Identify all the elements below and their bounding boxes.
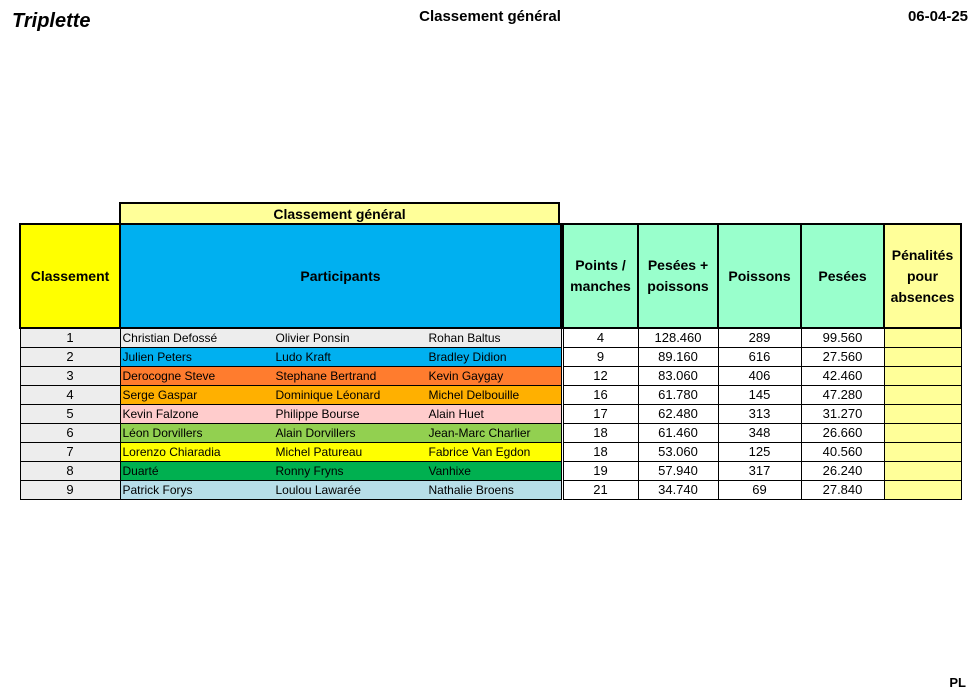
header-rank: Classement xyxy=(20,224,120,328)
rank-cell: 9 xyxy=(20,480,120,499)
rank-cell: 5 xyxy=(20,404,120,423)
pesees-cell: 27.840 xyxy=(801,480,884,499)
points-cell: 9 xyxy=(563,347,638,366)
pesees-poissons-cell: 53.060 xyxy=(638,442,718,461)
participant-3: Kevin Gaygay xyxy=(428,368,504,383)
participant-2: Alain Dorvillers xyxy=(275,425,356,440)
rank-cell: 8 xyxy=(20,461,120,480)
penalites-cell xyxy=(884,423,961,442)
penalites-cell xyxy=(884,366,961,385)
participants-cell xyxy=(120,461,561,480)
pesees-cell: 26.660 xyxy=(801,423,884,442)
header-pesees-poissons: Pesées + poissons xyxy=(638,224,718,328)
participant-2: Ronny Fryns xyxy=(275,463,344,478)
participants-cell xyxy=(120,423,561,442)
header-poissons: Poissons xyxy=(718,224,801,328)
header-row xyxy=(20,224,961,328)
pesees-cell: 99.560 xyxy=(801,328,884,347)
table-row xyxy=(20,442,961,461)
table-row xyxy=(20,366,961,385)
poissons-cell: 406 xyxy=(718,366,801,385)
pesees-poissons-cell: 89.160 xyxy=(638,347,718,366)
footer-initials: PL xyxy=(949,675,966,690)
points-cell: 16 xyxy=(563,385,638,404)
participant-2: Olivier Ponsin xyxy=(275,331,350,345)
competition-type: Triplette xyxy=(12,10,91,32)
poissons-cell: 616 xyxy=(718,347,801,366)
participant-2: Philippe Bourse xyxy=(275,406,360,421)
penalites-cell xyxy=(884,442,961,461)
participant-1: Serge Gaspar xyxy=(122,387,198,402)
header-points: Points / manches xyxy=(563,224,638,328)
table-row xyxy=(20,423,961,442)
participants-cell xyxy=(120,366,561,385)
pesees-poissons-cell: 61.460 xyxy=(638,423,718,442)
participants-cell xyxy=(120,480,561,499)
penalites-cell xyxy=(884,385,961,404)
participant-2: Michel Patureau xyxy=(275,444,363,459)
participant-3: Bradley Didion xyxy=(428,349,507,364)
rank-cell: 4 xyxy=(20,385,120,404)
participants-cell xyxy=(120,442,561,461)
participant-1: Christian Defossé xyxy=(122,331,218,345)
participants-cell xyxy=(120,347,561,366)
page-title: Classement général xyxy=(419,8,561,25)
participant-3: Michel Delbouille xyxy=(428,387,520,402)
pesees-poissons-cell: 61.780 xyxy=(638,385,718,404)
points-cell: 18 xyxy=(563,442,638,461)
table-row xyxy=(20,347,961,366)
participant-3: Nathalie Broens xyxy=(428,482,514,497)
poissons-cell: 125 xyxy=(718,442,801,461)
participant-1: Kevin Falzone xyxy=(122,406,199,421)
header-penalites: Pénalités pour absences xyxy=(884,224,961,328)
pesees-cell: 42.460 xyxy=(801,366,884,385)
pesees-cell: 27.560 xyxy=(801,347,884,366)
poissons-cell: 289 xyxy=(718,328,801,347)
table-row xyxy=(20,404,961,423)
header-participants: Participants xyxy=(120,224,561,328)
participant-1: Julien Peters xyxy=(122,349,192,364)
table-row xyxy=(20,385,961,404)
rank-cell: 1 xyxy=(20,328,120,347)
penalites-cell xyxy=(884,404,961,423)
participant-2: Ludo Kraft xyxy=(275,349,331,364)
points-cell: 12 xyxy=(563,366,638,385)
pesees-poissons-cell: 34.740 xyxy=(638,480,718,499)
pesees-poissons-cell: 83.060 xyxy=(638,366,718,385)
participant-3: Rohan Baltus xyxy=(428,331,501,345)
participant-3: Fabrice Van Egdon xyxy=(428,444,531,459)
ranking-table xyxy=(19,223,962,500)
pesees-cell: 26.240 xyxy=(801,461,884,480)
participant-1: Duarté xyxy=(122,463,159,478)
participant-2: Stephane Bertrand xyxy=(275,368,377,383)
rank-cell: 2 xyxy=(20,347,120,366)
pesees-poissons-cell: 62.480 xyxy=(638,404,718,423)
table-row xyxy=(20,328,961,347)
penalites-cell xyxy=(884,461,961,480)
participants-cell xyxy=(120,404,561,423)
header-pesees: Pesées xyxy=(801,224,884,328)
participant-3: Vanhixe xyxy=(428,463,471,478)
participant-3: Jean-Marc Charlier xyxy=(428,425,531,440)
penalites-cell xyxy=(884,347,961,366)
date: 06-04-25 xyxy=(907,8,968,25)
table-row xyxy=(20,480,961,499)
pesees-cell: 31.270 xyxy=(801,404,884,423)
pesees-poissons-cell: 128.460 xyxy=(638,328,718,347)
participant-2: Dominique Léonard xyxy=(275,387,381,402)
points-cell: 21 xyxy=(563,480,638,499)
poissons-cell: 317 xyxy=(718,461,801,480)
table-caption: Classement général xyxy=(119,202,560,223)
pesees-cell: 40.560 xyxy=(801,442,884,461)
penalites-cell xyxy=(884,328,961,347)
participant-1: Lorenzo Chiaradia xyxy=(122,444,221,459)
participant-1: Patrick Forys xyxy=(122,482,193,497)
participant-2: Loulou Lawarée xyxy=(275,482,361,497)
pesees-cell: 47.280 xyxy=(801,385,884,404)
rank-cell: 7 xyxy=(20,442,120,461)
poissons-cell: 145 xyxy=(718,385,801,404)
points-cell: 17 xyxy=(563,404,638,423)
participant-3: Alain Huet xyxy=(428,406,484,421)
poissons-cell: 69 xyxy=(718,480,801,499)
poissons-cell: 313 xyxy=(718,404,801,423)
pesees-poissons-cell: 57.940 xyxy=(638,461,718,480)
rank-cell: 3 xyxy=(20,366,120,385)
participants-cell xyxy=(120,328,561,347)
points-cell: 4 xyxy=(563,328,638,347)
rank-cell: 6 xyxy=(20,423,120,442)
points-cell: 18 xyxy=(563,423,638,442)
penalites-cell xyxy=(884,480,961,499)
poissons-cell: 348 xyxy=(718,423,801,442)
participants-cell xyxy=(120,385,561,404)
points-cell: 19 xyxy=(563,461,638,480)
table-row xyxy=(20,461,961,480)
participant-1: Derocogne Steve xyxy=(122,368,216,383)
participant-1: Léon Dorvillers xyxy=(122,425,203,440)
